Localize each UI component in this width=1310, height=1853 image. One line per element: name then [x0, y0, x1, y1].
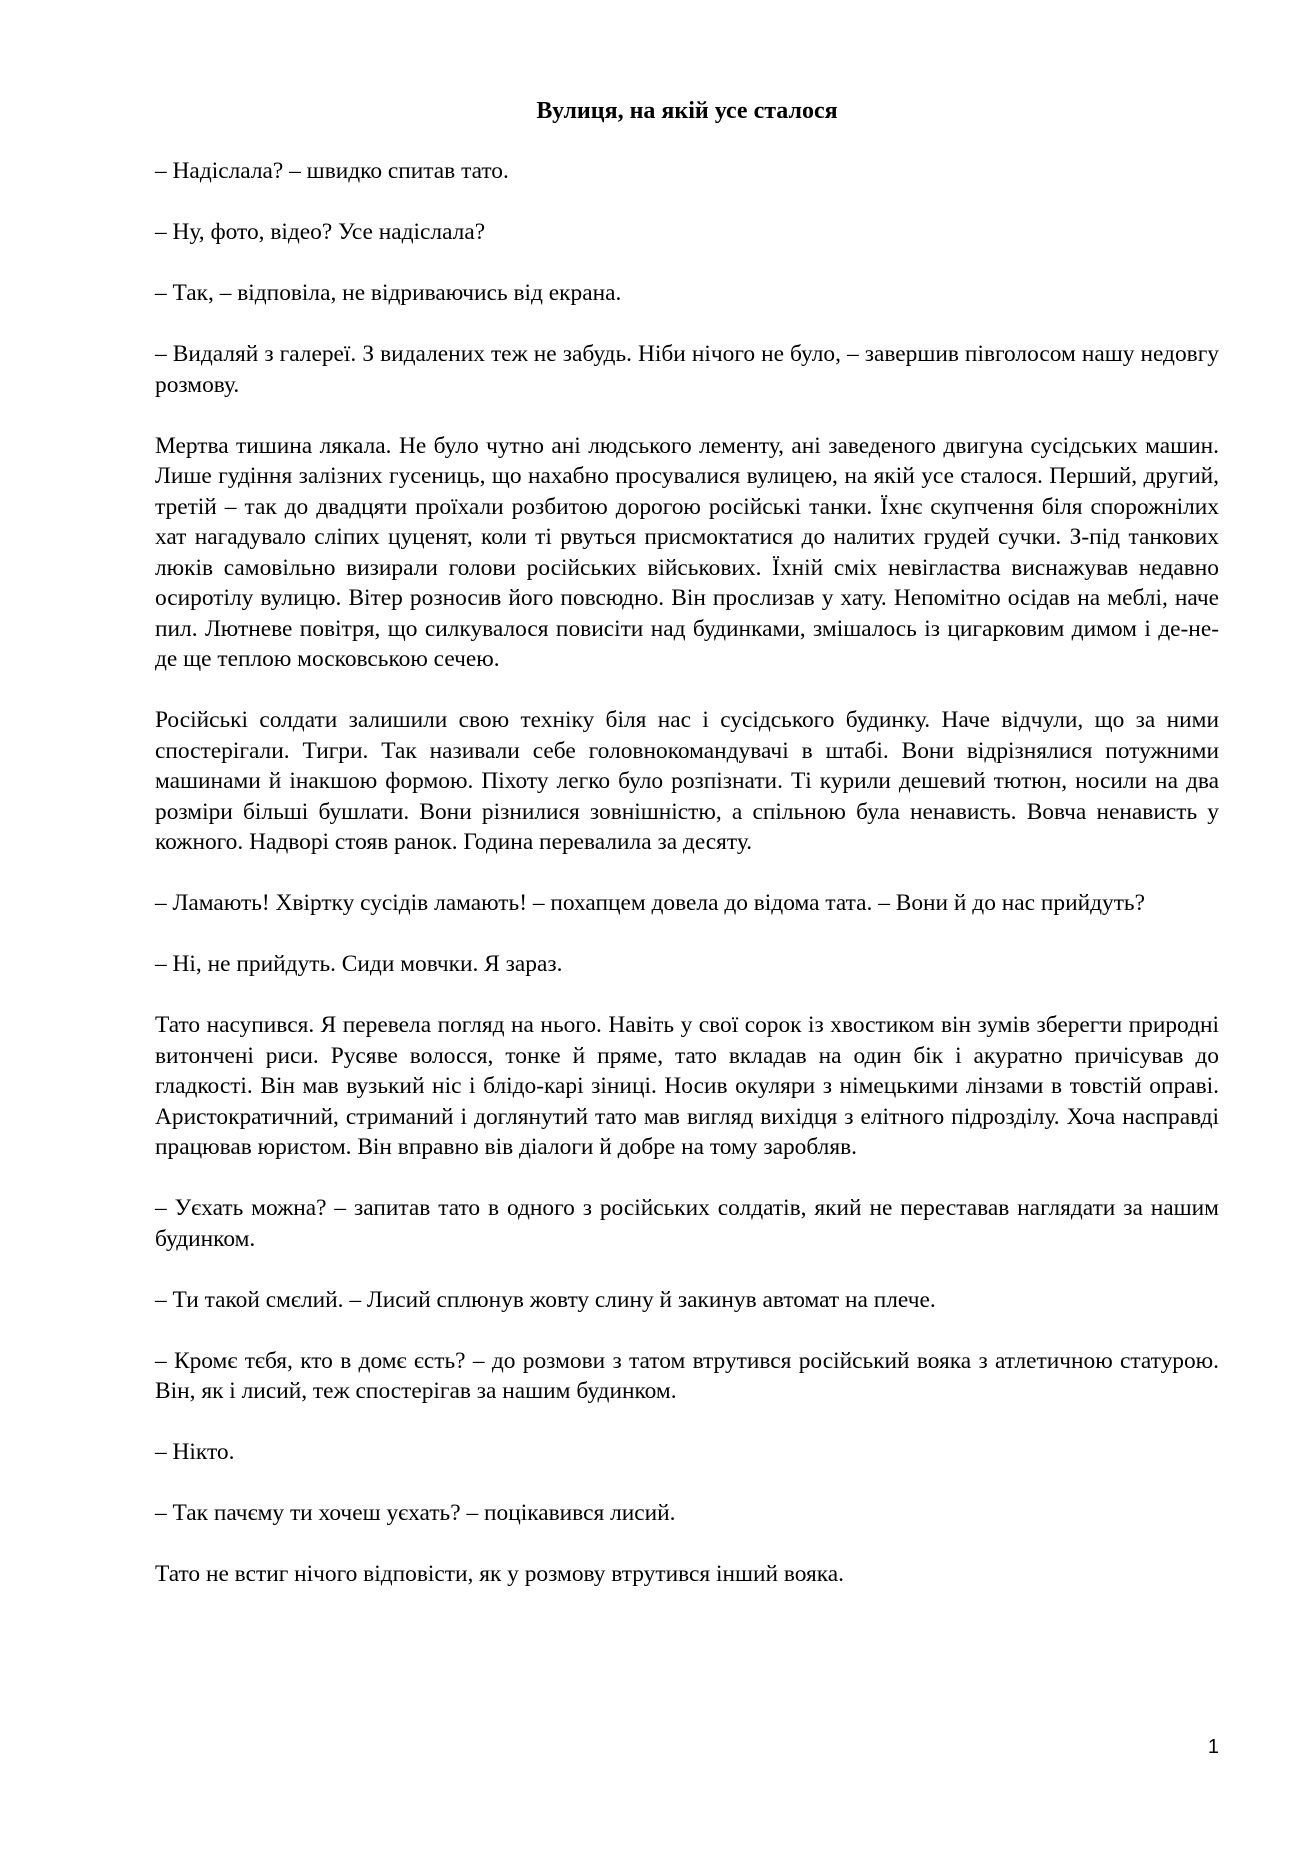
paragraph-13: – Нікто.: [155, 1439, 235, 1465]
paragraph-3: – Так, – відповіла, не відриваючись від екрана.: [155, 280, 622, 306]
paragraph-6: Російські солдати залишили свою техніку біля нас і сусідського будинку. Наче відчули, що за ними спостерігали. Тигри. Так називали себе головнокомандувачі в штабі. Вони відрізнялися потужними машинами й інакшою формою. Піхоту легко було розпізнати. Ті курили дешевий тютюн, носили на два розміри більші бушлати. Вони різнилися зовнішністю, а спільною була ненависть. Вовча ненависть у кожного. Надворі стояв ранок. Година перевалила за десяту.: [155, 707, 1219, 855]
paragraph-8: – Ні, не прийдуть. Сиди мовчки. Я зараз.: [155, 951, 563, 977]
paragraph-7: – Ламають! Хвіртку сусідів ламають! – похапцем довела до відома тата. – Вони й до нас прийдуть?: [155, 890, 1145, 916]
paragraph-11: – Ти такой смєлий. – Лисий сплюнув жовту слину й закинув автомат на плече.: [155, 1286, 936, 1313]
paragraph-15: Тато не встиг нічого відповісти, як у розмову втрутився інший вояка.: [155, 1561, 845, 1587]
paragraph-14: – Так пачєму ти хочеш уєхать? – поцікавився лисий.: [155, 1500, 676, 1526]
paragraph-12: – Кромє тєбя, кто в домє єсть? – до розмови з татом втрутився російський вояка з атлетичною статурою. Він, як і лисий, теж спостерігав за нашим будинком.: [155, 1347, 1219, 1404]
paragraph-4: – Видаляй з галереї. З видалених теж не забудь. Ніби нічого не було, – завершив півголосом нашу недовгу розмову.: [155, 341, 1219, 398]
page-number: 1: [1207, 1736, 1219, 1758]
document-body: [155, 156, 1219, 1590]
paragraph-1: – Надіслала? – швидко спитав тато.: [155, 158, 509, 184]
document-title: Вулиця, на якій усе сталося: [536, 98, 838, 124]
paragraph-5: Мертва тишина лякала. Не було чутно ані людського лементу, ані заведеного двигуна сусідських машин. Лише гудіння залізних гусениць, що нахабно просувалися вулицею, на якій усе сталося. Перший, другий, третій – так до двадцяти проїхали розбитою дорогою російські танки. Їхнє скупчення біля спорожнілих хат нагадувало сліпих цуценят, коли ті рвуться присмоктатися до налитих грудей сучки. З-під танкових люків самовільно визирали голови російських військових. Їхній сміх невігластва виснажував недавно осиротілу вулицю. Вітер розносив його повсюдно. Він прослизав у хату. Непомітно осідав на меблі, наче пил. Лютневе повітря, що силкувалося повисіти над будинками, змішалось із цигарковим димом і де-не-де ще теплою московською сечею.: [155, 432, 1219, 672]
paragraph-10: – Уєхать можна? – запитав тато в одного з російських солдатів, який не переставав наглядати за нашим будинком.: [155, 1195, 1219, 1252]
paragraph-2: – Ну, фото, відео? Усе надіслала?: [155, 219, 486, 245]
paragraph-9: Тато насупився. Я перевела погляд на нього. Навіть у свої сорок із хвостиком він зумів зберегти природні витончені риси. Русяве волосся, тонке й пряме, тато вкладав на один бік і акуратно причісував до гладкості. Він мав вузький ніс і блідо-карі зіниці. Носив окуляри з німецькими лінзами в товстій оправі. Аристократичний, стриманий і доглянутий тато мав вигляд вихідця з елітного підрозділу. Хоча насправді працював юристом. Він вправно вів діалоги й добре на тому заробляв.: [155, 1012, 1219, 1160]
